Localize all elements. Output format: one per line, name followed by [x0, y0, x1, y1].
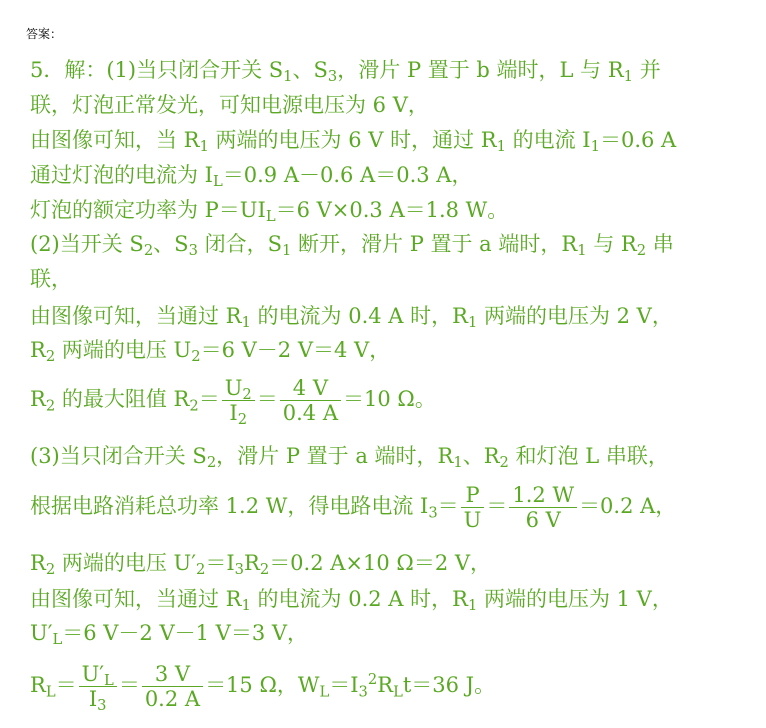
- solution-line-7: 联，: [30, 267, 72, 291]
- solution-line-12: 根据电路消耗总功率 1.2 W，得电路电流 $I_3=$ $\frac{P}{U}$ ＝ $\frac{1.2 W}{6 V}$ ＝0.2 A，: [30, 483, 677, 533]
- solution-line-6: (2)当开关 $S_2$、$S_3$ 闭合，$S_1$ 断开，滑片 P 置于 a 端时，$R_1$ 与 $R_2$ 串: [30, 232, 674, 260]
- solution-line-4: 通过灯泡的电流为 $I_L=0.9$ A－0.6 A＝0.3 A，: [30, 163, 473, 191]
- solution-line-10: $R_2$ 的最大阻值 $R_2=$ $\frac{U_2}{I_2}$ ＝ $\frac{4 V}{0.4 A}$ ＝10 Ω。: [30, 376, 436, 429]
- solution-line-8: 由图像可知，当通过 $R_1$ 的电流为 0.4 A 时，$R_1$ 两端的电压为 2 V，: [30, 304, 673, 332]
- solution-line-2: 联，灯泡正常发光，可知电源电压为 6 V，: [30, 93, 429, 117]
- fraction-p-over-u: $\frac{P}{U}$: [461, 483, 485, 532]
- solution-line-15: $U'_L=6$ V－2 V－1 V＝3 V，: [30, 621, 309, 649]
- solution-line-9: $R_2$ 两端的电压 $U_2=6$ V－2 V＝4 V，: [30, 338, 391, 366]
- fraction-12w-over-6v: $\frac{1.2 W}{6 V}$: [509, 483, 577, 532]
- solution-line-1: 5．解：(1)当只闭合开关 $S_1$、$S_3$，滑片 P 置于 b 端时，L 与 $R_1$ 并: [30, 58, 661, 86]
- fraction-4v-over-04a: $\frac{4 V}{0.4 A}$: [280, 376, 341, 425]
- solution-line-11: (3)当只闭合开关 $S_2$，滑片 P 置于 a 端时，$R_1$、$R_2$ 和灯泡 L 串联，: [30, 444, 669, 472]
- solution-line-16: $R_L=$ $\frac{U'_L}{I_3}$ ＝ $\frac{3 V}{0.2 A}$ ＝15 Ω，$W_L=I_3^2R_Lt=36$ J。: [30, 662, 496, 715]
- fraction-ul-over-i3: $\frac{U'_L}{I_3}$: [79, 662, 117, 711]
- fraction-3v-over-02a: $\frac{3 V}{0.2 A}$: [142, 662, 203, 711]
- solution-line-5: 灯泡的额定功率为 $P=UI_L=6$ V×0.3 A＝1.8 W。: [30, 198, 509, 226]
- solution-line-14: 由图像可知，当通过 $R_1$ 的电流为 0.2 A 时，$R_1$ 两端的电压为 1 V，: [30, 587, 673, 615]
- solution-line-3: 由图像可知，当 $R_1$ 两端的电压为 6 V 时，通过 $R_1$ 的电流 $I_1=0.6$ A: [30, 128, 677, 156]
- solution-line-13: $R_2$ 两端的电压 $U'_2=I_3R_2=0.2$ A×10 Ω＝2 V，: [30, 551, 492, 579]
- fraction-u2-over-i2: $\frac{U_2}{I_2}$: [222, 376, 255, 425]
- answer-header: 答案：: [26, 27, 63, 41]
